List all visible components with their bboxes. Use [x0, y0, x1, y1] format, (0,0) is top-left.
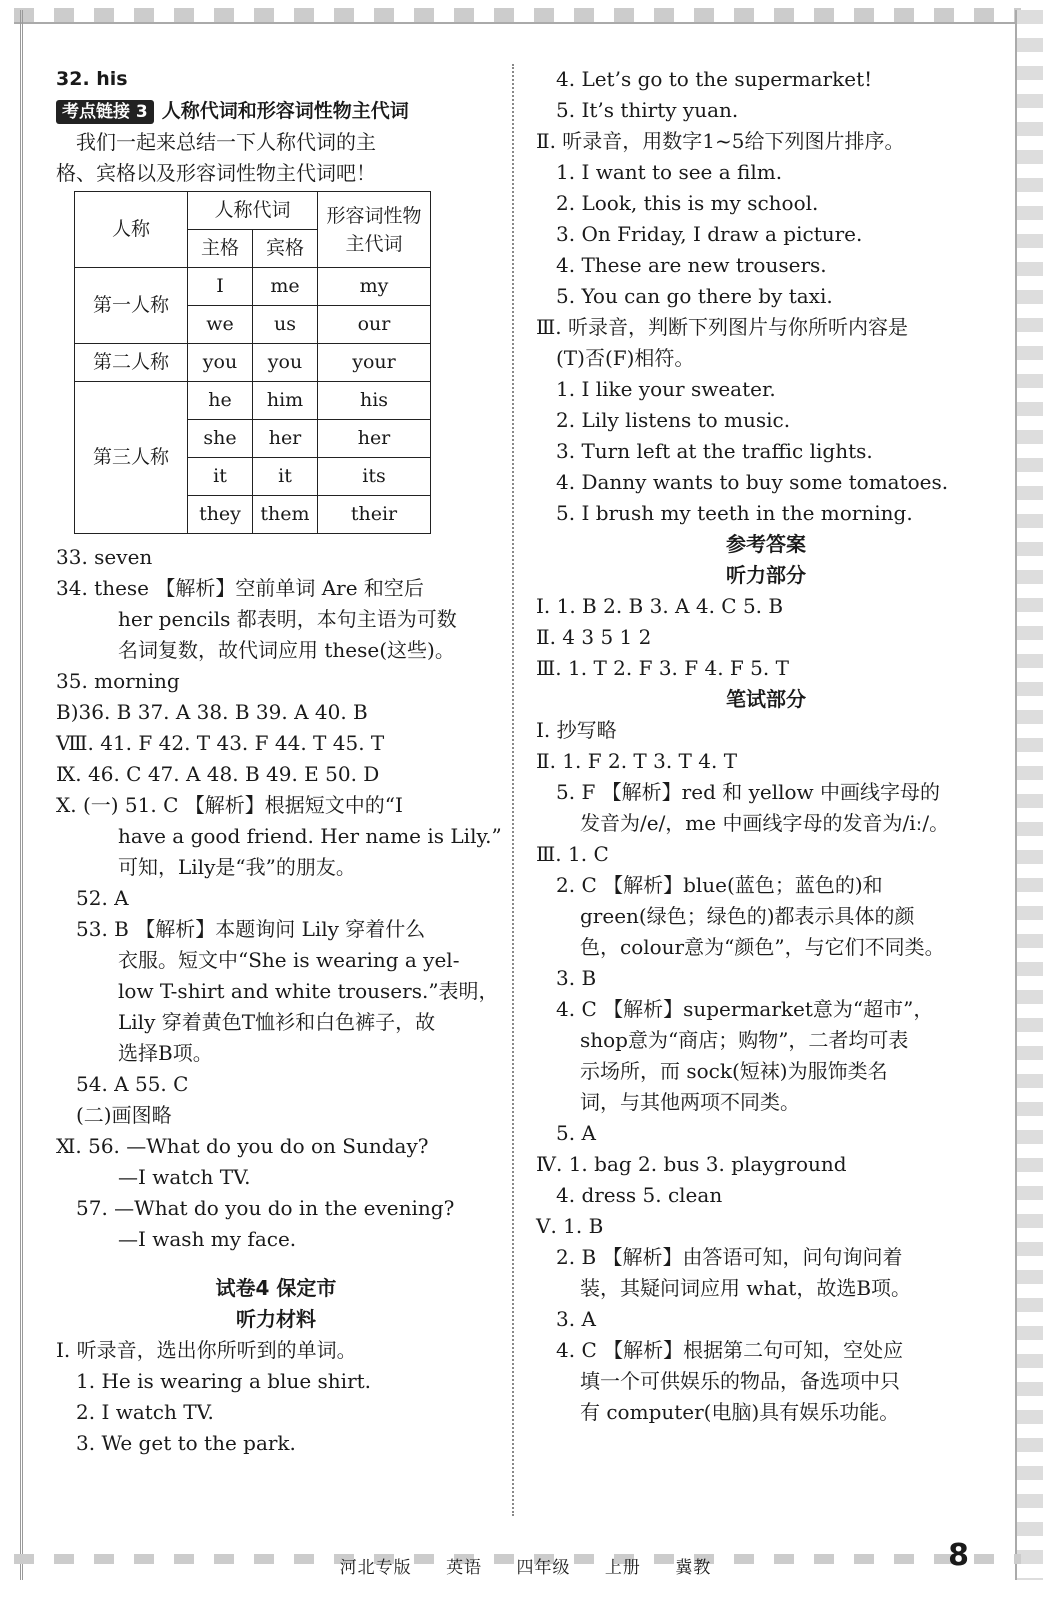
table-cell: my [318, 268, 431, 306]
table-cell: your [318, 344, 431, 382]
table-cell: we [188, 306, 253, 344]
section-3-heading: Ⅲ. 听录音，判断下列图片与你所听内容是 [536, 315, 909, 339]
written-answer-explanation: 示场所，而 sock(短袜)为服饰类名 [580, 1059, 888, 1083]
footer-subject: 英语 [446, 1558, 483, 1578]
listening-item: 4. Let’s go to the supermarket! [556, 67, 873, 91]
left-column [56, 64, 502, 1459]
answer-34-explanation: her pencils 都表明，本句主语为可数 [118, 607, 457, 631]
table-cell: she [188, 420, 253, 458]
table-cell: 第二人称 [75, 344, 188, 382]
footer-volume: 上册 [604, 1558, 641, 1578]
listening-material-title: 听力材料 [236, 1307, 316, 1331]
written-answer-3-2: 2. C 【解析】blue(蓝色；蓝色的)和 [556, 873, 883, 897]
written-answer-4b: 4. dress 5. clean [556, 1183, 723, 1207]
table-cell: they [188, 496, 253, 534]
answer-34-explanation: 名词复数，故代词应用 these(这些)。 [118, 638, 455, 662]
answer-53: 53. B 【解析】本题询问 Lily 穿着什么 [76, 917, 426, 941]
answer-56-reply: —I watch TV. [118, 1165, 251, 1189]
listening-item: 5. I brush my teeth in the morning. [556, 501, 913, 525]
written-answer-explanation: 发音为/e/，me 中画线字母的发音为/iː/。 [580, 811, 950, 835]
table-cell: you [253, 344, 318, 382]
page-number: 8 [948, 1538, 969, 1573]
written-answer-5-1: Ⅴ. 1. B [536, 1214, 604, 1238]
paper-title: 试卷4 保定市 [215, 1276, 337, 1300]
table-header: 人称代词 [188, 192, 318, 230]
written-part-title: 笔试部分 [726, 687, 806, 711]
table-cell: him [253, 382, 318, 420]
written-answer-3-3: 3. B [556, 966, 597, 990]
answer-51-explanation: 可知，Lily是“我”的朋友。 [118, 855, 356, 879]
intro-text: 我们一起来总结一下人称代词的主 [76, 130, 376, 154]
section-3-heading: (T)否(F)相符。 [556, 346, 695, 370]
table-row [75, 382, 431, 420]
written-answer-explanation: shop意为“商店；购物”，二者均可表 [580, 1028, 909, 1052]
listening-item: 3. On Friday, I draw a picture. [556, 222, 863, 246]
written-answer-3-5: 5. A [556, 1121, 596, 1145]
table-cell: her [253, 420, 318, 458]
listening-item: 1. He is wearing a blue shirt. [76, 1369, 372, 1393]
table-cell: you [188, 344, 253, 382]
listening-item: 1. I want to see a film. [556, 160, 783, 184]
listening-item: 3. We get to the park. [76, 1431, 296, 1455]
written-answer-explanation: 装，其疑问词应用 what，故选B项。 [580, 1276, 912, 1300]
listening-item: 2. Lily listens to music. [556, 408, 791, 432]
knowledge-link-title: 人称代词和形容词性物主代词 [161, 100, 409, 122]
section-1-heading: Ⅰ. 听录音，选出你所听到的单词。 [56, 1338, 357, 1362]
answers-36-40: B)36. B 37. A 38. B 39. A 40. B [56, 700, 368, 724]
table-row [75, 268, 431, 306]
table-cell: 第三人称 [75, 382, 188, 534]
table-cell: his [318, 382, 431, 420]
table-cell: her [318, 420, 431, 458]
footer-edition: 河北专版 [339, 1558, 412, 1578]
answer-53-explanation: 衣服。短文中“She is wearing a yel- [118, 948, 460, 972]
table-row [75, 344, 431, 382]
table-cell: their [318, 496, 431, 534]
listening-item: 4. Danny wants to buy some tomatoes. [556, 470, 949, 494]
listening-item: 5. It’s thirty yuan. [556, 98, 739, 122]
table-cell: it [188, 458, 253, 496]
knowledge-link [56, 95, 496, 127]
table-header: 形容词性物主代词 [318, 192, 431, 268]
page-border-top [14, 8, 1021, 24]
written-answer-5-4: 4. C 【解析】根据第二句可知，空处应 [556, 1338, 904, 1362]
listening-item: 3. Turn left at the traffic lights. [556, 439, 873, 463]
table-cell: its [318, 458, 431, 496]
written-answer-explanation: green(绿色；绿色的)都表示具体的颜 [580, 904, 915, 928]
table-header: 宾格 [253, 230, 318, 268]
listening-answers-1: Ⅰ. 1. B 2. B 3. A 4. C 5. B [536, 594, 784, 618]
listening-item: 2. Look, this is my school. [556, 191, 819, 215]
answer-53-explanation: 选择B项。 [118, 1041, 213, 1065]
listening-part-title: 听力部分 [726, 563, 806, 587]
pronoun-table [74, 191, 431, 534]
listening-answers-2: Ⅱ. 4 3 5 1 2 [536, 625, 652, 649]
table-cell: our [318, 306, 431, 344]
written-answer-5-3: 3. A [556, 1307, 596, 1331]
answer-51: Ⅹ. (一) 51. C 【解析】根据短文中的“I [56, 793, 403, 817]
written-answer-explanation: 色，colour意为“颜色”，与它们不同类。 [580, 935, 945, 959]
listening-answers-3: Ⅲ. 1. T 2. F 3. F 4. F 5. T [536, 656, 789, 680]
answer-53-explanation: low T-shirt and white trousers.”表明， [118, 979, 499, 1003]
listening-item: 2. I watch TV. [76, 1400, 214, 1424]
table-cell: 第一人称 [75, 268, 188, 344]
written-answer-3-4: 4. C 【解析】supermarket意为“超市”， [556, 997, 934, 1021]
page-border-right [1015, 10, 1043, 1580]
footer-grade: 四年级 [516, 1558, 571, 1578]
table-cell: me [253, 268, 318, 306]
written-answer-explanation: 词，与其他两项不同类。 [580, 1090, 800, 1114]
table-cell: it [253, 458, 318, 496]
answers-54-55: 54. A 55. C [76, 1072, 189, 1096]
page-footer [0, 1553, 1051, 1578]
answer-57: 57. —What do you do in the evening? [76, 1196, 455, 1220]
intro-text: 格、宾格以及形容词性物主代词吧！ [56, 161, 376, 185]
written-answer-2-5: 5. F 【解析】red 和 yellow 中画线字母的 [556, 780, 941, 804]
listening-item: 5. You can go there by taxi. [556, 284, 833, 308]
drawing-omitted: (二)画图略 [76, 1103, 172, 1127]
table-header: 人称 [75, 192, 188, 268]
written-answer-3-1: Ⅲ. 1. C [536, 842, 609, 866]
written-answer-4: Ⅳ. 1. bag 2. bus 3. playground [536, 1152, 847, 1176]
table-cell: I [188, 268, 253, 306]
column-divider [512, 64, 514, 1516]
table-cell: he [188, 382, 253, 420]
footer-publisher: 冀教 [675, 1558, 712, 1578]
answers-46-50: Ⅸ. 46. C 47. A 48. B 49. E 50. D [56, 762, 380, 786]
answer-34: 34. these 【解析】空前单词 Are 和空后 [56, 576, 424, 600]
section-2-heading: Ⅱ. 听录音，用数字1~5给下列图片排序。 [536, 129, 905, 153]
answer-key-title: 参考答案 [726, 532, 806, 556]
written-answer-5-2: 2. B 【解析】由答语可知，问句询问着 [556, 1245, 903, 1269]
answer-52: 52. A [76, 886, 129, 910]
answers-41-45: Ⅷ. 41. F 42. T 43. F 44. T 45. T [56, 731, 385, 755]
table-header: 主格 [188, 230, 253, 268]
answer-51-explanation: have a good friend. Her name is Lily.” [118, 824, 502, 848]
table-cell: them [253, 496, 318, 534]
written-answer-explanation: 有 computer(电脑)具有娱乐功能。 [580, 1400, 900, 1424]
right-column [536, 64, 996, 1428]
written-answer-2: Ⅱ. 1. F 2. T 3. T 4. T [536, 749, 738, 773]
page-border-left [6, 10, 23, 1580]
answer-32: 32. his [56, 68, 128, 90]
answer-53-explanation: Lily 穿着黄色T恤衫和白色裤子，故 [118, 1010, 436, 1034]
knowledge-link-badge: 考点链接 3 [56, 100, 154, 124]
listening-item: 4. These are new trousers. [556, 253, 827, 277]
written-answer-1: Ⅰ. 抄写略 [536, 718, 617, 742]
answer-57-reply: —I wash my face. [118, 1227, 297, 1251]
answer-56: Ⅺ. 56. —What do you do on Sunday? [56, 1134, 429, 1158]
table-cell: us [253, 306, 318, 344]
answer-33: 33. seven [56, 545, 153, 569]
written-answer-explanation: 填一个可供娱乐的物品，备选项中只 [580, 1369, 900, 1393]
listening-item: 1. I like your sweater. [556, 377, 776, 401]
answer-35: 35. morning [56, 669, 180, 693]
